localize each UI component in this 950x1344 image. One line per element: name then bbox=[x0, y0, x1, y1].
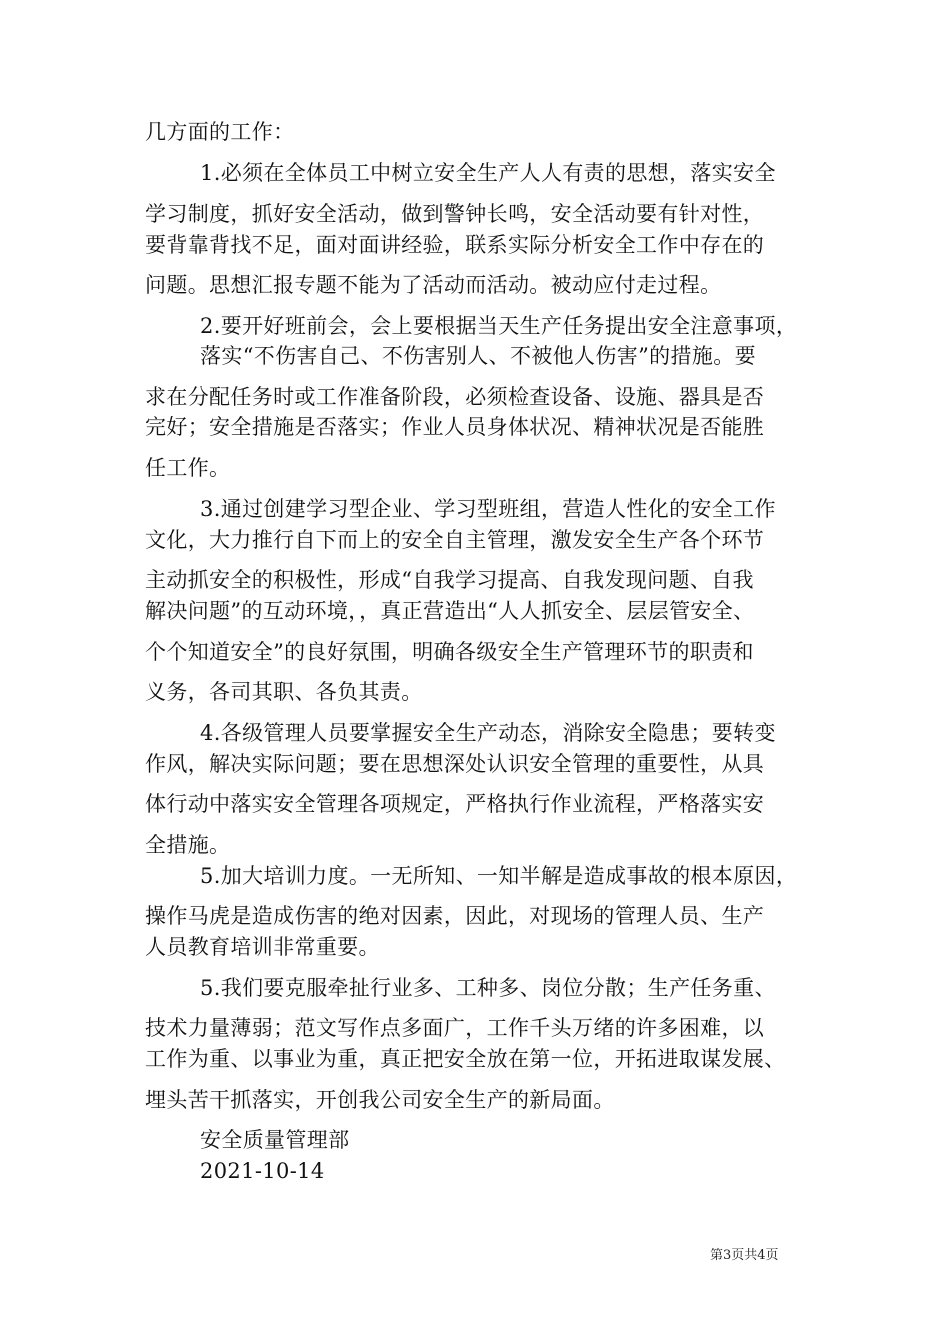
text-line: 3.通过创建学习型企业、学习型班组，营造人性化的安全工作 bbox=[200, 497, 776, 521]
text-line: 个个知道安全”的良好氛围，明确各级安全生产管理环节的职责和 bbox=[145, 640, 754, 664]
text-line: 义务，各司其职、各负其责。 bbox=[145, 680, 423, 704]
text-line: 文化，大力推行自下而上的安全自主管理，激发安全生产各个环节 bbox=[145, 528, 765, 552]
text-line: 4.各级管理人员要掌握安全生产动态，消除安全隐患；要转变 bbox=[200, 721, 776, 745]
text-line: 埋头苦干抓落实，开创我公司安全生产的新局面。 bbox=[145, 1088, 615, 1112]
text-line: 几方面的工作： bbox=[145, 120, 295, 144]
text-line: 完好；安全措施是否落实；作业人员身体状况、精神状况是否能胜 bbox=[145, 415, 765, 439]
text-line: 解决问题”的互动环境，，真正营造出“人人抓安全、层层管安全、 bbox=[145, 599, 755, 623]
page-number: 第3页共4页 bbox=[710, 1248, 779, 1263]
text-line: 作风，解决实际问题；要在思想深处认识安全管理的重要性，从具 bbox=[145, 752, 765, 776]
text-line: 落实“不伤害自己、不伤害别人、不被他人伤害”的措施。要 bbox=[200, 344, 756, 368]
text-line: 人员教育培训非常重要。 bbox=[145, 935, 380, 959]
signature-date: 2021-10-14 bbox=[200, 1159, 325, 1183]
text-line: 技术力量薄弱；范文写作点多面广，工作千头万绪的许多困难，以 bbox=[145, 1016, 765, 1040]
text-line: 1.必须在全体员工中树立安全生产人人有责的思想，落实安全 bbox=[200, 161, 776, 185]
signature-department: 安全质量管理部 bbox=[200, 1128, 350, 1152]
text-line: 操作马虎是造成伤害的绝对因素，因此，对现场的管理人员、生产 bbox=[145, 904, 765, 928]
text-line: 5.我们要克服牵扯行业多、工种多、岗位分散；生产任务重、 bbox=[200, 976, 776, 1000]
text-line: 学习制度，抓好安全活动，做到警钟长鸣，安全活动要有针对性， bbox=[145, 202, 765, 226]
text-line: 5.加大培训力度。一无所知、一知半解是造成事故的根本原因， bbox=[200, 864, 798, 888]
text-line: 2.要开好班前会，会上要根据当天生产任务提出安全注意事项， bbox=[200, 314, 798, 338]
text-line: 要背靠背找不足，面对面讲经验，联系实际分析安全工作中存在的 bbox=[145, 233, 765, 257]
text-line: 全措施。 bbox=[145, 833, 231, 857]
text-line: 体行动中落实安全管理各项规定，严格执行作业流程，严格落实安 bbox=[145, 792, 765, 816]
text-line: 求在分配任务时或工作准备阶段，必须检查设备、设施、器具是否 bbox=[145, 385, 765, 409]
text-line: 任工作。 bbox=[145, 456, 231, 480]
text-line: 工作为重、以事业为重，真正把安全放在第一位，开拓进取谋发展、 bbox=[145, 1047, 786, 1071]
text-line: 主动抓安全的积极性，形成“自我学习提高、自我发现问题、自我 bbox=[145, 568, 754, 592]
text-line: 问题。思想汇报专题不能为了活动而活动。被动应付走过程。 bbox=[145, 273, 722, 297]
